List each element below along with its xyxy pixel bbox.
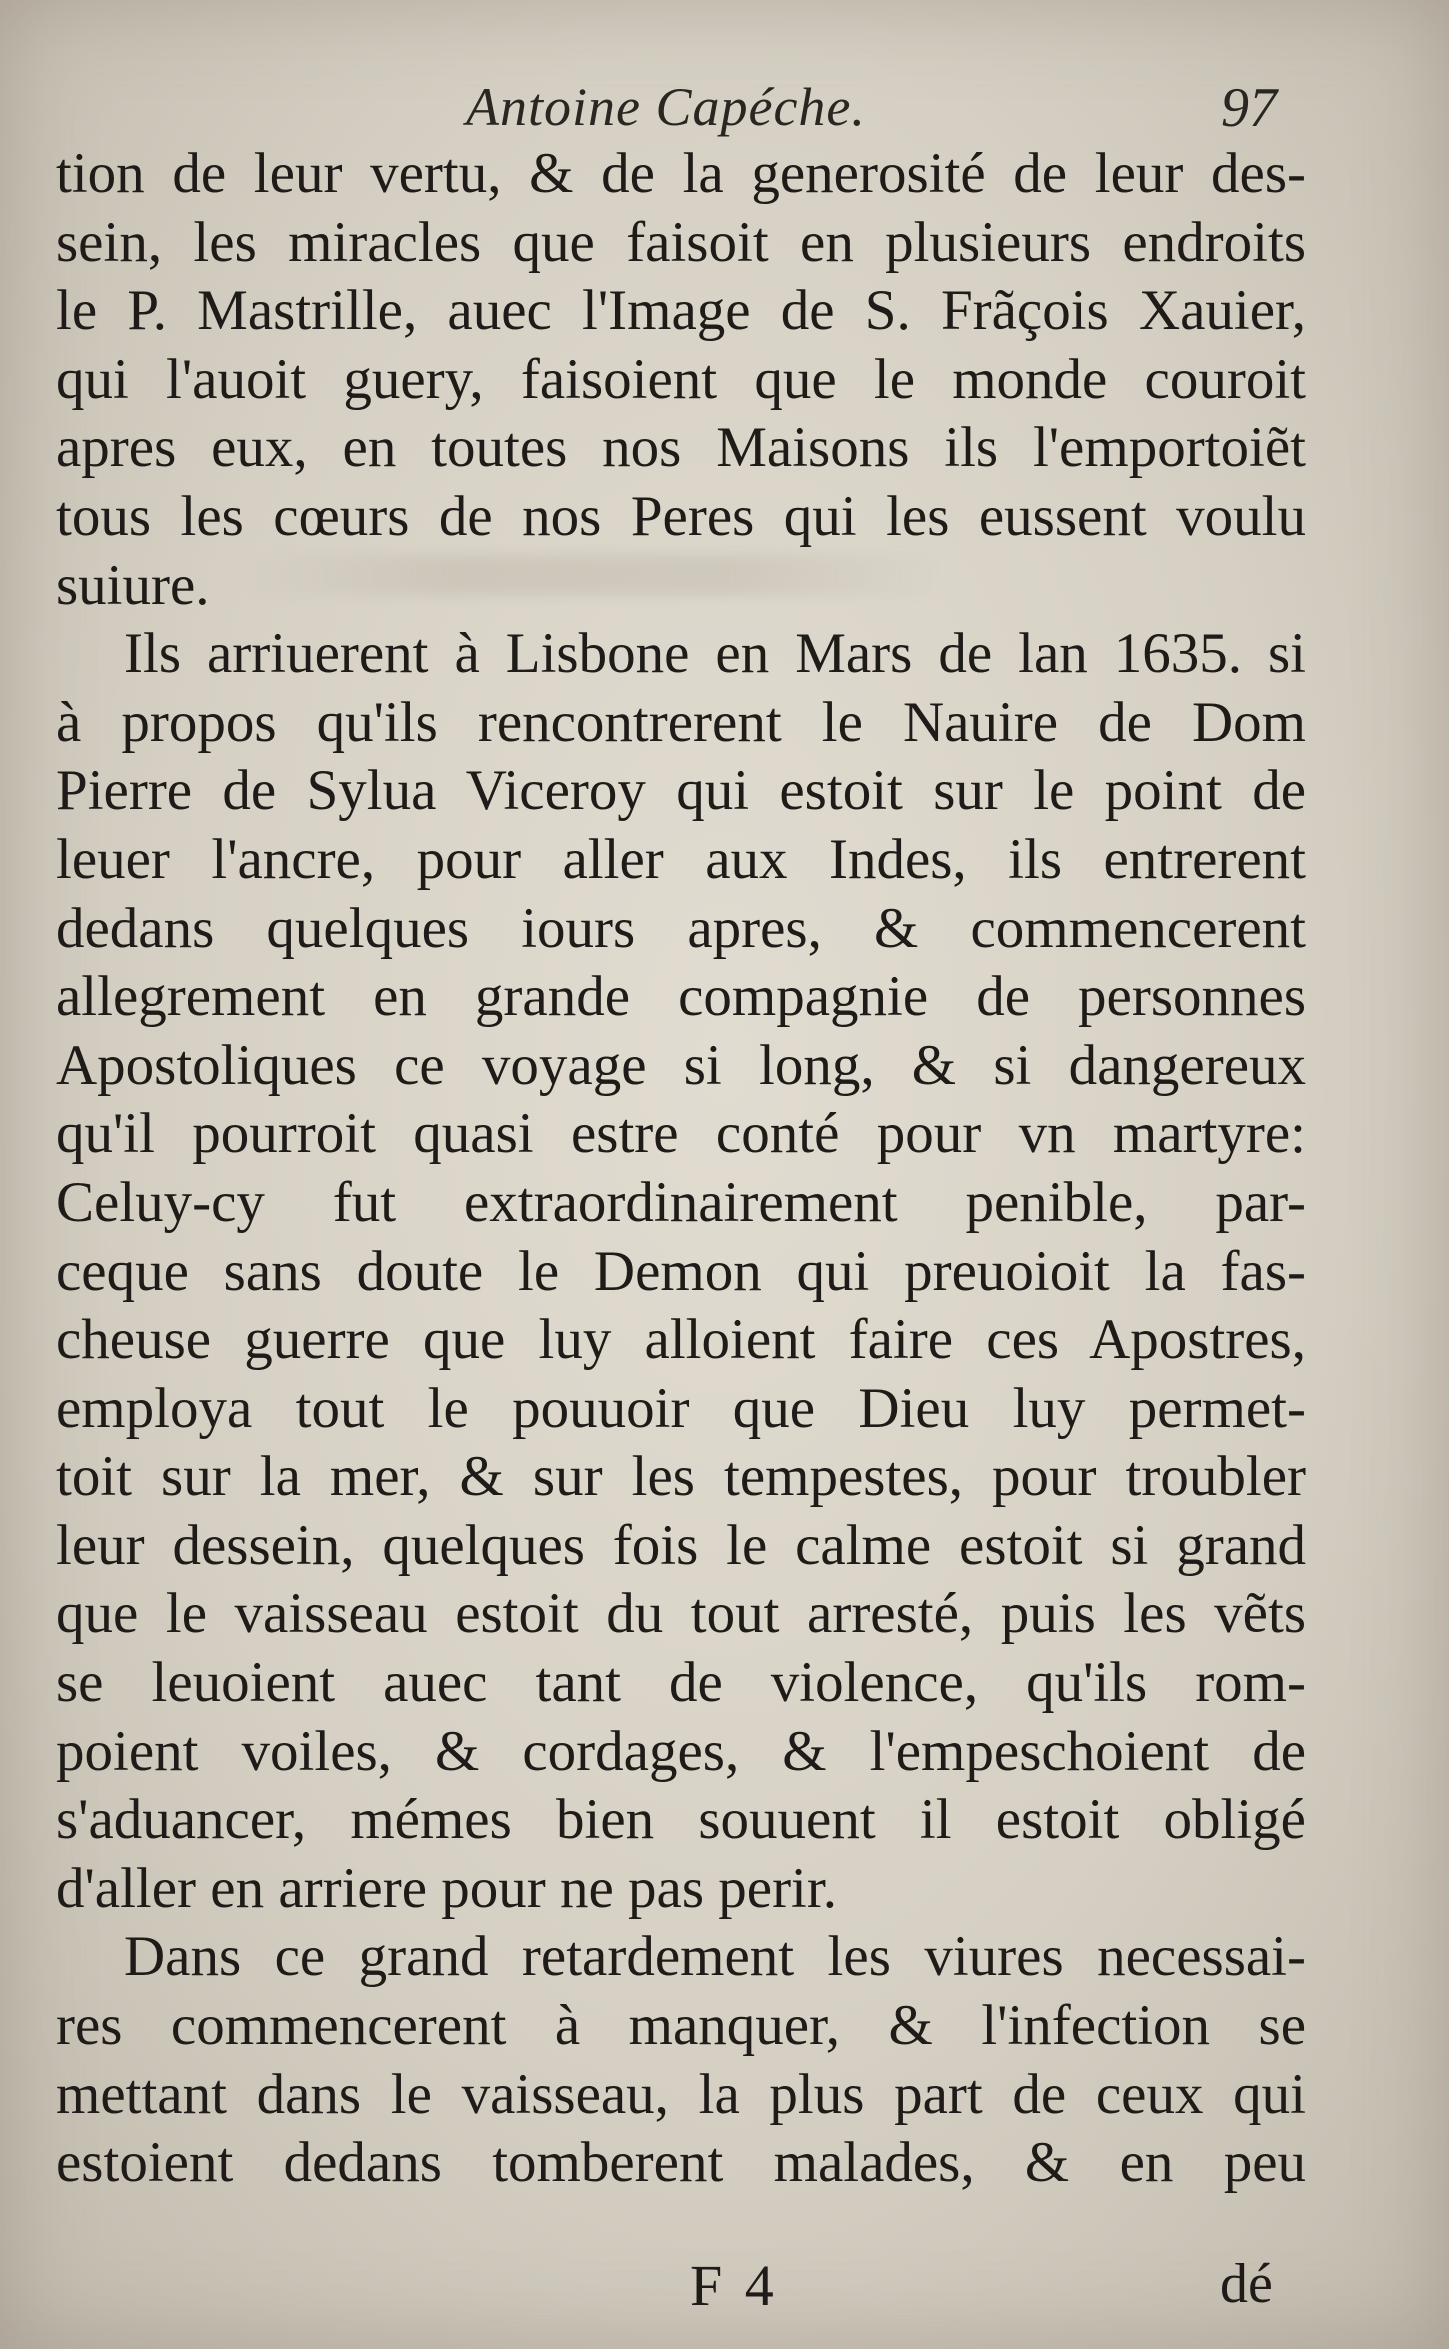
- catchword: dé: [1220, 2253, 1273, 2315]
- text-line: que le vaisseau estoit du tout arresté, puis les vẽts: [56, 1582, 1306, 1646]
- text-line: Pierre de Sylua Viceroy qui estoit sur le point de: [56, 759, 1306, 823]
- text-line: cheuse guerre que luy alloient faire ces Apostres,: [56, 1308, 1306, 1372]
- text-line: Apostoliques ce voyage si long, & si dangereux: [56, 1033, 1306, 1097]
- text-line: qui l'auoit guery, faisoient que le monde couroit: [56, 347, 1306, 411]
- text-line: le P. Mastrille, auec l'Image de S. Frãçois Xauier,: [56, 279, 1306, 343]
- text-line: employa tout le pouuoir que Dieu luy permet-: [56, 1376, 1306, 1440]
- page-number: 97: [1221, 77, 1277, 139]
- text-line: dedans quelques iours apres, & commencerent: [56, 896, 1306, 960]
- text-line: d'aller en arriere pour ne pas perir.: [56, 1856, 837, 1920]
- text-line: estoient dedans tomberent malades, & en peu: [56, 2131, 1306, 2195]
- text-line: Dans ce grand retardement les viures necessai-: [124, 1925, 1306, 1989]
- text-line: s'aduancer, mémes bien souuent il estoit obligé: [56, 1788, 1306, 1852]
- paragraph-3: [56, 1923, 1306, 2197]
- text-line: Ils arriuerent à Lisbone en Mars de lan 1635. si: [124, 622, 1306, 686]
- text-line: res commencerent à manquer, & l'infection se: [56, 1994, 1306, 2058]
- paragraph-1: [56, 140, 1306, 620]
- text-line: mettant dans le vaisseau, la plus part de ceux qui: [56, 2062, 1306, 2126]
- text-line: apres eux, en toutes nos Maisons ils l'emportoiẽt: [56, 416, 1306, 480]
- text-line: leur dessein, quelques fois le calme estoit si grand: [56, 1513, 1306, 1577]
- text-line: allegrement en grande compagnie de personnes: [56, 965, 1306, 1029]
- text-line: sein, les miracles que faisoit en plusieurs endroits: [56, 210, 1306, 274]
- text-block: [56, 140, 1306, 2198]
- text-line: ceque sans doute le Demon qui preuoioit la fas-: [56, 1239, 1306, 1303]
- text-line: se leuoient auec tant de violence, qu'ils rom-: [56, 1651, 1306, 1715]
- text-line: leuer l'ancre, pour aller aux Indes, ils entrerent: [56, 827, 1306, 891]
- text-line: tous les cœurs de nos Peres qui les eussent voulu: [56, 484, 1306, 548]
- signature-mark: F 4: [690, 2253, 778, 2318]
- running-title: Antoine Capéche.: [466, 77, 866, 137]
- text-line: qu'il pourroit quasi estre conté pour vn martyre:: [56, 1102, 1306, 1166]
- text-line: tion de leur vertu, & de la generosité de leur des-: [56, 142, 1306, 205]
- running-head: [56, 76, 1316, 146]
- text-line: toit sur la mer, & sur les tempestes, pour troubler: [56, 1445, 1306, 1509]
- text-line: à propos qu'ils rencontrerent le Nauire de Dom: [56, 690, 1306, 754]
- text-line: suiure.: [56, 553, 210, 617]
- text-line: poient voiles, & cordages, & l'empeschoient de: [56, 1719, 1306, 1783]
- paragraph-2: [56, 620, 1306, 1923]
- text-line: Celuy-cy fut extraordinairement penible, par-: [56, 1170, 1306, 1234]
